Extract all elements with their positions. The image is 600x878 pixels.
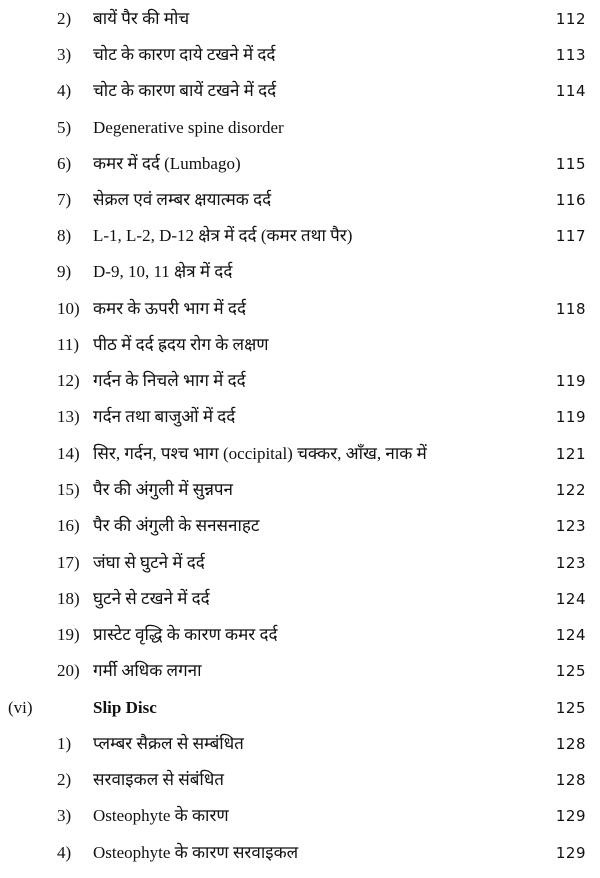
entry-number: 15) <box>57 480 80 499</box>
entry-page: 129 <box>555 807 586 825</box>
entry-number: 5) <box>57 118 72 137</box>
entry-title: सिर, गर्दन, पश्च भाग (occipital) चक्कर, आँख, नाक में <box>93 444 427 463</box>
toc-entry <box>0 366 600 396</box>
toc-entry <box>0 40 600 70</box>
entry-number: 13) <box>57 407 80 426</box>
entry-page: 113 <box>555 46 586 64</box>
entry-number: 1) <box>57 734 72 753</box>
entry-page: 116 <box>555 191 586 209</box>
toc-entry <box>0 113 600 143</box>
entry-page: 123 <box>555 554 586 572</box>
entry-page: 124 <box>555 590 586 608</box>
entry-page: 129 <box>555 844 586 862</box>
toc-entry <box>0 294 600 324</box>
toc-entry <box>0 257 600 287</box>
entry-number: 16) <box>57 516 80 535</box>
entry-title: पीठ में दर्द ह्रदय रोग के लक्षण <box>93 335 269 354</box>
entry-title: पैर की अंगुली के सनसनाहट <box>93 516 260 535</box>
toc-entry <box>0 620 600 650</box>
toc-entry <box>0 801 600 831</box>
entry-number: 8) <box>57 226 72 245</box>
entry-title: घुटने से टखने में दर्द <box>93 589 210 608</box>
entry-page: 117 <box>555 227 586 245</box>
toc-entry <box>0 584 600 614</box>
toc-entry <box>0 511 600 541</box>
entry-number: 2) <box>57 770 72 789</box>
toc-entry <box>0 475 600 505</box>
entry-page: 119 <box>555 372 586 390</box>
entry-number: 12) <box>57 371 80 390</box>
toc-entry <box>0 548 600 578</box>
entry-number: 6) <box>57 154 72 173</box>
entry-title: गर्मी अधिक लगना <box>93 661 202 680</box>
entry-page: 128 <box>555 771 586 789</box>
entry-number: 17) <box>57 553 80 572</box>
entry-title: प्लम्बर सैक्रल से सम्बंधित <box>93 734 244 753</box>
section-page: 125 <box>555 699 586 717</box>
entry-title: गर्दन तथा बाजुओं में दर्द <box>93 407 236 426</box>
entry-number: 3) <box>57 806 72 825</box>
entry-title: कमर के ऊपरी भाग में दर्द <box>93 299 246 318</box>
entry-number: 14) <box>57 444 80 463</box>
entry-page: 112 <box>555 10 586 28</box>
toc-entry <box>0 402 600 432</box>
entry-title: सरवाइकल से संबंधित <box>93 770 224 789</box>
entry-page: 122 <box>555 481 586 499</box>
toc-entry <box>0 149 600 179</box>
toc-entry <box>0 185 600 215</box>
entry-number: 18) <box>57 589 80 608</box>
entry-number: 9) <box>57 262 72 281</box>
entry-page: 128 <box>555 735 586 753</box>
entry-page: 118 <box>555 300 586 318</box>
entry-title: सेक्रल एवं लम्बर क्षयात्मक दर्द <box>93 190 272 209</box>
toc-entry <box>0 221 600 251</box>
entry-number: 3) <box>57 45 72 64</box>
entry-title: L-1, L-2, D-12 क्षेत्र में दर्द (कमर तथा पैर) <box>93 226 353 245</box>
entry-title: बायें पैर की मोच <box>93 9 190 28</box>
entry-page: 125 <box>555 662 586 680</box>
toc-entry <box>0 838 600 868</box>
toc-entry <box>0 765 600 795</box>
entry-number: 4) <box>57 81 72 100</box>
section-number: (vi) <box>8 698 33 717</box>
entry-title: Osteophyte के कारण <box>93 806 229 825</box>
toc-section <box>0 693 600 723</box>
toc-entry <box>0 330 600 360</box>
entry-number: 7) <box>57 190 72 209</box>
toc-entry <box>0 439 600 469</box>
entry-page: 124 <box>555 626 586 644</box>
entry-title: प्रास्टेट वृद्धि के कारण कमर दर्द <box>93 625 278 644</box>
entry-title: D-9, 10, 11 क्षेत्र में दर्द <box>93 262 233 281</box>
toc-entry <box>0 729 600 759</box>
entry-page: 115 <box>555 155 586 173</box>
entry-number: 4) <box>57 843 72 862</box>
toc-entry <box>0 4 600 34</box>
entry-number: 11) <box>57 335 80 354</box>
toc-entry <box>0 76 600 106</box>
entry-page: 114 <box>555 82 586 100</box>
entry-title: Degenerative spine disorder <box>93 118 284 137</box>
toc-entry <box>0 656 600 686</box>
entry-number: 20) <box>57 661 80 680</box>
entry-title: चोट के कारण दाये टखने में दर्द <box>93 45 276 64</box>
entry-title: Osteophyte के कारण सरवाइकल <box>93 843 299 862</box>
entry-page: 123 <box>555 517 586 535</box>
section-title: Slip Disc <box>93 698 157 717</box>
entry-title: कमर में दर्द (Lumbago) <box>93 154 241 173</box>
entry-title: गर्दन के निचले भाग में दर्द <box>93 371 246 390</box>
entry-page: 119 <box>555 408 586 426</box>
entry-page: 121 <box>555 445 586 463</box>
entry-title: पैर की अंगुली में सुन्नपन <box>93 480 233 499</box>
entry-title: चोट के कारण बायें टखने में दर्द <box>93 81 277 100</box>
entry-title: जंघा से घुटने में दर्द <box>93 553 205 572</box>
entry-number: 19) <box>57 625 80 644</box>
entry-number: 10) <box>57 299 80 318</box>
entry-number: 2) <box>57 9 72 28</box>
